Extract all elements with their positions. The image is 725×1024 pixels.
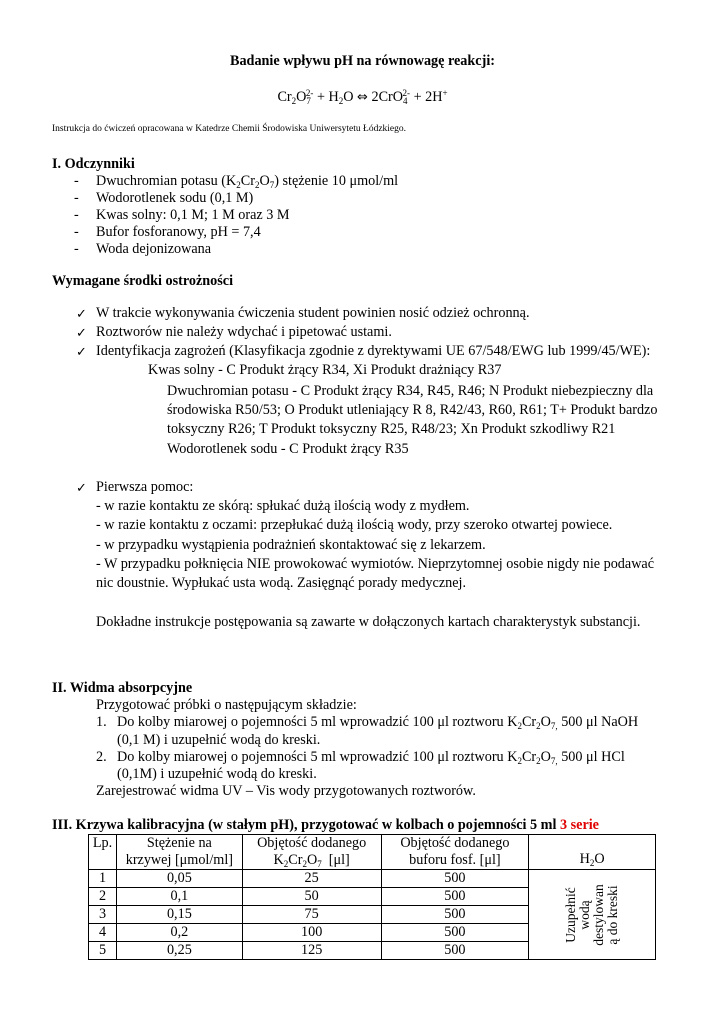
spectra-outro: Zarejestrować widma UV – Vis wody przygotowanych roztworów. bbox=[96, 783, 476, 799]
procedure-step-continued: (0,1 M) i uzupełnić wodą do kreski. bbox=[117, 732, 321, 748]
header-buffer-volume: Objętość dodanego buforu fosf. [μl] bbox=[381, 835, 529, 870]
first-aid-line: nic doustnie. Wypłukać usta wodą. Zasięgnąć porady medycznej. bbox=[96, 575, 467, 591]
checkmark-icon: ✓ bbox=[76, 345, 87, 360]
hazard-line: Dwuchromian potasu - C Produkt żrący R34, R45, R46; N Produkt niebezpieczny dla bbox=[167, 383, 654, 399]
first-aid-line: - w razie kontaktu ze skórą: spłukać dużą ilością wody z mydłem. bbox=[96, 498, 470, 514]
cell-lp: 4 bbox=[89, 924, 117, 942]
series-count-highlight: 3 serie bbox=[559, 817, 599, 833]
header-water: $H_2O$ bbox=[529, 835, 656, 870]
hazard-line: Kwas solny - C Produkt żrący R34, Xi Produkt drażniący R37 bbox=[148, 362, 502, 378]
cell-lp: 1 bbox=[89, 870, 117, 888]
table-header-row bbox=[89, 835, 656, 870]
cell-concentration: 0,2 bbox=[116, 924, 242, 942]
first-aid-label: Pierwsza pomoc: bbox=[96, 479, 194, 495]
reaction-equation: $Cr_2O_7^{2-} + H_2O$ ⇔ 2CrO$_4^{2-}$ + 2H+ bbox=[277, 88, 448, 106]
header-dichromate-volume: Objętość dodanego $K_2Cr_2O_7$ [μl] bbox=[242, 835, 381, 870]
cell-volume: 25 bbox=[242, 870, 381, 888]
cell-lp: 2 bbox=[89, 888, 117, 906]
cell-volume: 75 bbox=[242, 906, 381, 924]
page-title: Badanie wpływu pH na równowagę reakcji: bbox=[230, 53, 495, 69]
section-reagents-heading: I. Odczynniki bbox=[52, 156, 135, 172]
first-aid-line: - w przypadku wystąpienia podrażnień skontaktować się z lekarzem. bbox=[96, 537, 486, 553]
cell-volume: 100 bbox=[242, 924, 381, 942]
cell-lp: 5 bbox=[89, 942, 117, 960]
cell-water-note bbox=[529, 870, 656, 960]
water-note-text: Uzupełnić wodą destylowan ą do kreski bbox=[563, 883, 621, 946]
cell-concentration: 0,1 bbox=[116, 888, 242, 906]
cell-volume: 50 bbox=[242, 888, 381, 906]
reagent-item: - Dwuchromian potasu $(K_2Cr_2O_7)$ stężenie 10 μmol/ml bbox=[74, 173, 399, 190]
cell-concentration: 0,05 bbox=[116, 870, 242, 888]
table-row bbox=[89, 870, 656, 888]
hazard-line: Wodorotlenek sodu - C Produkt żrący R35 bbox=[167, 441, 409, 457]
safety-item: W trakcie wykonywania ćwiczenia student powinien nosić odzież ochronną. bbox=[96, 305, 530, 321]
instruction-note: Instrukcja do ćwiczeń opracowana w Katedrze Chemii Środowiska Uniwersytetu Łódzkiego. bbox=[52, 124, 407, 134]
reagent-item: - Woda dejonizowana bbox=[74, 241, 212, 257]
cell-buffer: 500 bbox=[381, 924, 529, 942]
cell-buffer: 500 bbox=[381, 906, 529, 924]
procedure-step-continued: (0,1M) i uzupełnić wodą do kreski. bbox=[117, 766, 317, 782]
hazard-line: toksyczny R26; T Produkt toksyczny R25, R48/23; Xn Produkt szkodliwy R21 bbox=[167, 421, 616, 437]
procedure-step: 1. Do kolby miarowej o pojemności 5 ml wprowadzić 100 μl roztworu $K_2Cr_2O_{7,}$ 500 μl NaOH bbox=[96, 714, 639, 731]
cell-buffer: 500 bbox=[381, 942, 529, 960]
cell-buffer: 500 bbox=[381, 870, 529, 888]
cell-lp: 3 bbox=[89, 906, 117, 924]
header-concentration: Stężenie na krzywej [μmol/ml] bbox=[116, 835, 242, 870]
hazard-line: środowiska R50/53; O Produkt utleniający R 8, R42/43, R60, R61; T+ Produkt bardzo bbox=[167, 402, 658, 418]
section-spectra-heading: II. Widma absorpcyjne bbox=[52, 680, 193, 696]
cell-volume: 125 bbox=[242, 942, 381, 960]
cell-concentration: 0,25 bbox=[116, 942, 242, 960]
first-aid-line: - w razie kontaktu z oczami: przepłukać dużą ilością wody, przy szeroko otwartej powiece. bbox=[96, 517, 613, 533]
cell-concentration: 0,15 bbox=[116, 906, 242, 924]
safety-closing: Dokładne instrukcje postępowania są zawarte w dołączonych kartach charakterystyk substancji. bbox=[96, 614, 641, 630]
reagent-item: - Kwas solny: 0,1 M; 1 M oraz 3 M bbox=[74, 207, 290, 223]
equilibrium-arrow-icon: ⇔ bbox=[357, 90, 368, 105]
checkmark-icon: ✓ bbox=[76, 326, 87, 341]
header-lp: Lp. bbox=[89, 835, 117, 870]
checkmark-icon: ✓ bbox=[76, 307, 87, 322]
spectra-intro: Przygotować próbki o następującym składzie: bbox=[96, 697, 357, 713]
section-calibration-heading: III. Krzywa kalibracyjna (w stałym pH), przygotować w kolbach o pojemności 5 ml 3 serie bbox=[52, 817, 599, 833]
cell-buffer: 500 bbox=[381, 888, 529, 906]
reagent-item: - Bufor fosforanowy, pH = 7,4 bbox=[74, 224, 261, 240]
safety-heading: Wymagane środki ostrożności bbox=[52, 273, 234, 289]
calibration-table bbox=[88, 834, 656, 960]
checkmark-icon: ✓ bbox=[76, 481, 87, 496]
procedure-step: 2. Do kolby miarowej o pojemności 5 ml wprowadzić 100 μl roztworu $K_2Cr_2O_{7,}$ 500 μl HCl bbox=[96, 749, 625, 766]
first-aid-line: - W przypadku połknięcia NIE prowokować wymiotów. Nieprzytomnej osobie nigdy nie podawać bbox=[96, 556, 655, 572]
safety-item: Roztworów nie należy wdychać i pipetować ustami. bbox=[96, 324, 392, 340]
reagent-item: - Wodorotlenek sodu (0,1 M) bbox=[74, 190, 254, 206]
safety-item: Identyfikacja zagrożeń (Klasyfikacja zgodnie z dyrektywami UE 67/548/EWG lub 1999/45/WE): bbox=[96, 343, 651, 359]
